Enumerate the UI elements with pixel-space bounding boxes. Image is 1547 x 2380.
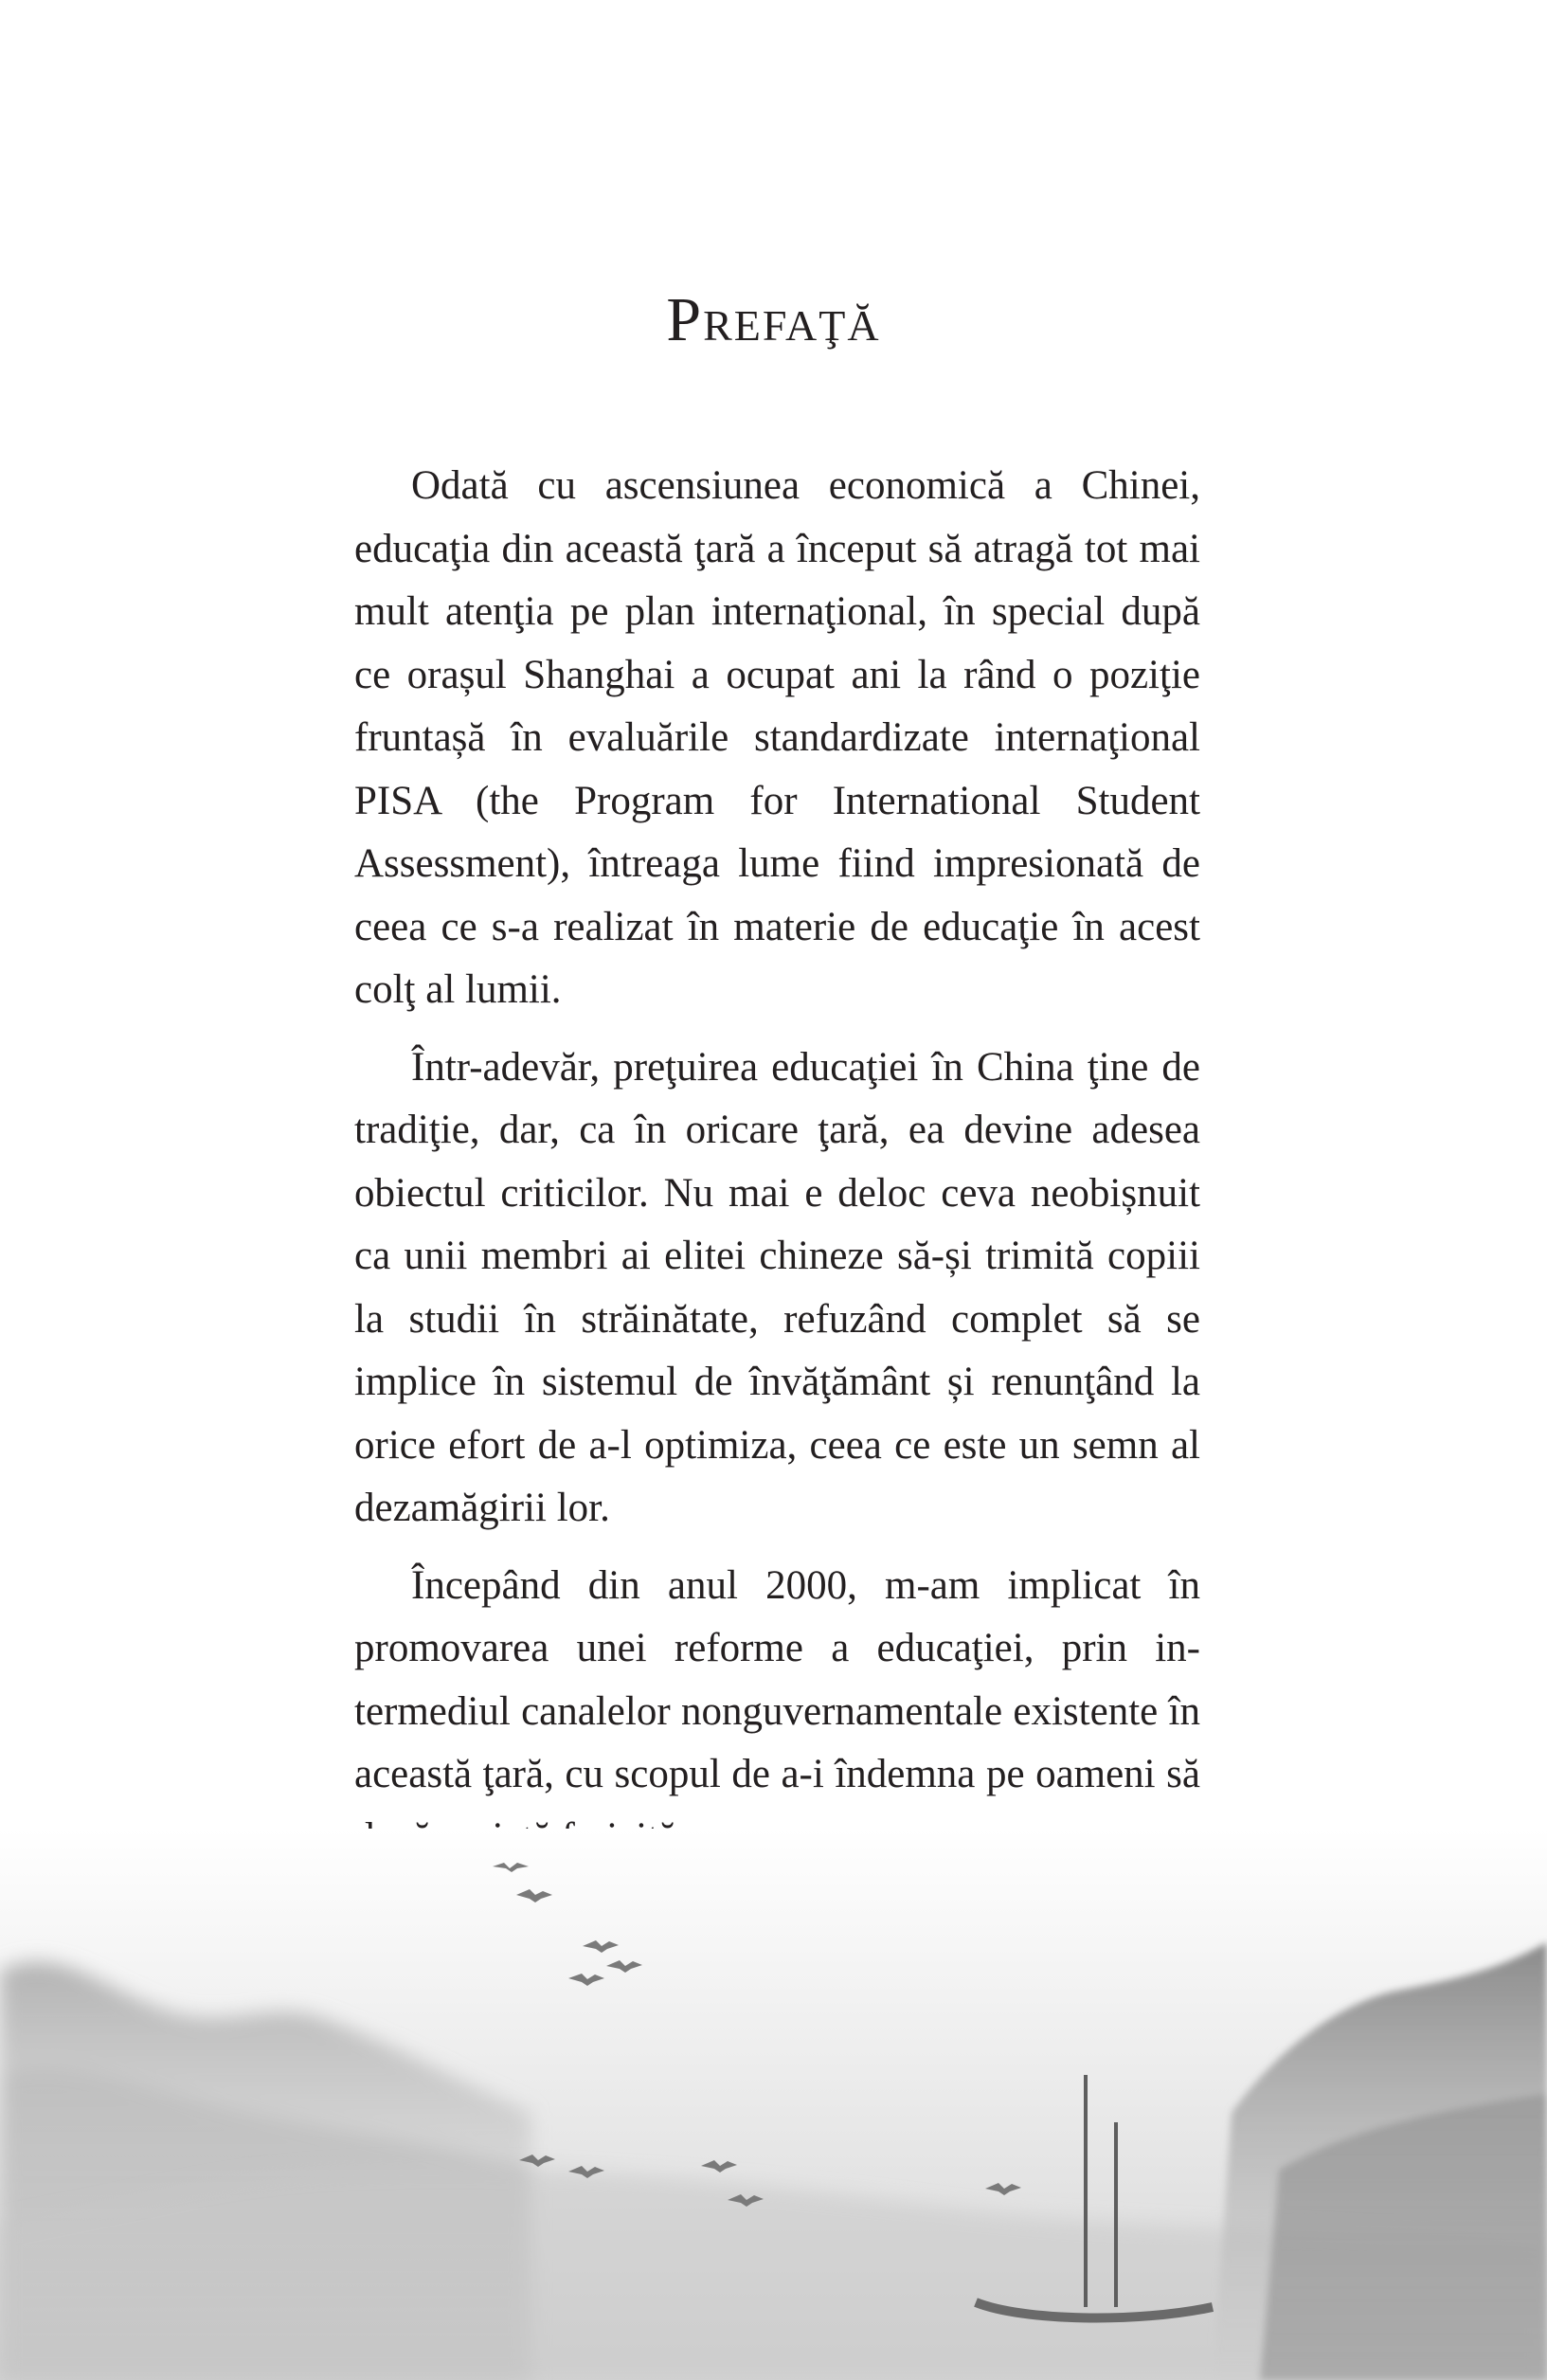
body-text (354, 455, 1200, 1884)
chapter-title: Prefaţă (666, 285, 881, 354)
paragraph-3: Începând din anul 2000, m-am implicat în promovarea unei reforme a educaţiei, prin intermediul canalelor nonguvernamentale existente în această ţară, cu scopul de a-i îndemna pe oameni să (354, 1562, 1200, 1796)
ink-landscape-illustration (0, 1829, 1547, 2380)
paragraph-2: Într-adevăr, preţuirea educaţiei în China ţine de tradiţie, dar, ca în oricare ţară, ea devine adesea obiectul criticilor. Nu mai e deloc ceva neobișnuit ca unii membri ai elitei chineze să-și trimită copiii la studii în străinătate, refuzând complet să se implice în sistemul de învăţământ și renunţând la orice efort de a-l optimiza, ceea ce este un semn al dezamăgirii lor. (354, 1044, 1200, 1530)
paragraph-1: Odată cu ascensiunea economică a Chinei, educaţia din această ţară a început să atragă tot mai mult atenţia pe plan internaţional, în special după ce orașul Shanghai a ocupat ani la rând o poziţie fruntașă în evaluările standardizate internaţional PISA (the Program for International Student Assessment), întreaga lume fiind impresionată de ceea ce s-a realizat în materie de educaţie în acest colţ al lumii. (354, 463, 1200, 1012)
